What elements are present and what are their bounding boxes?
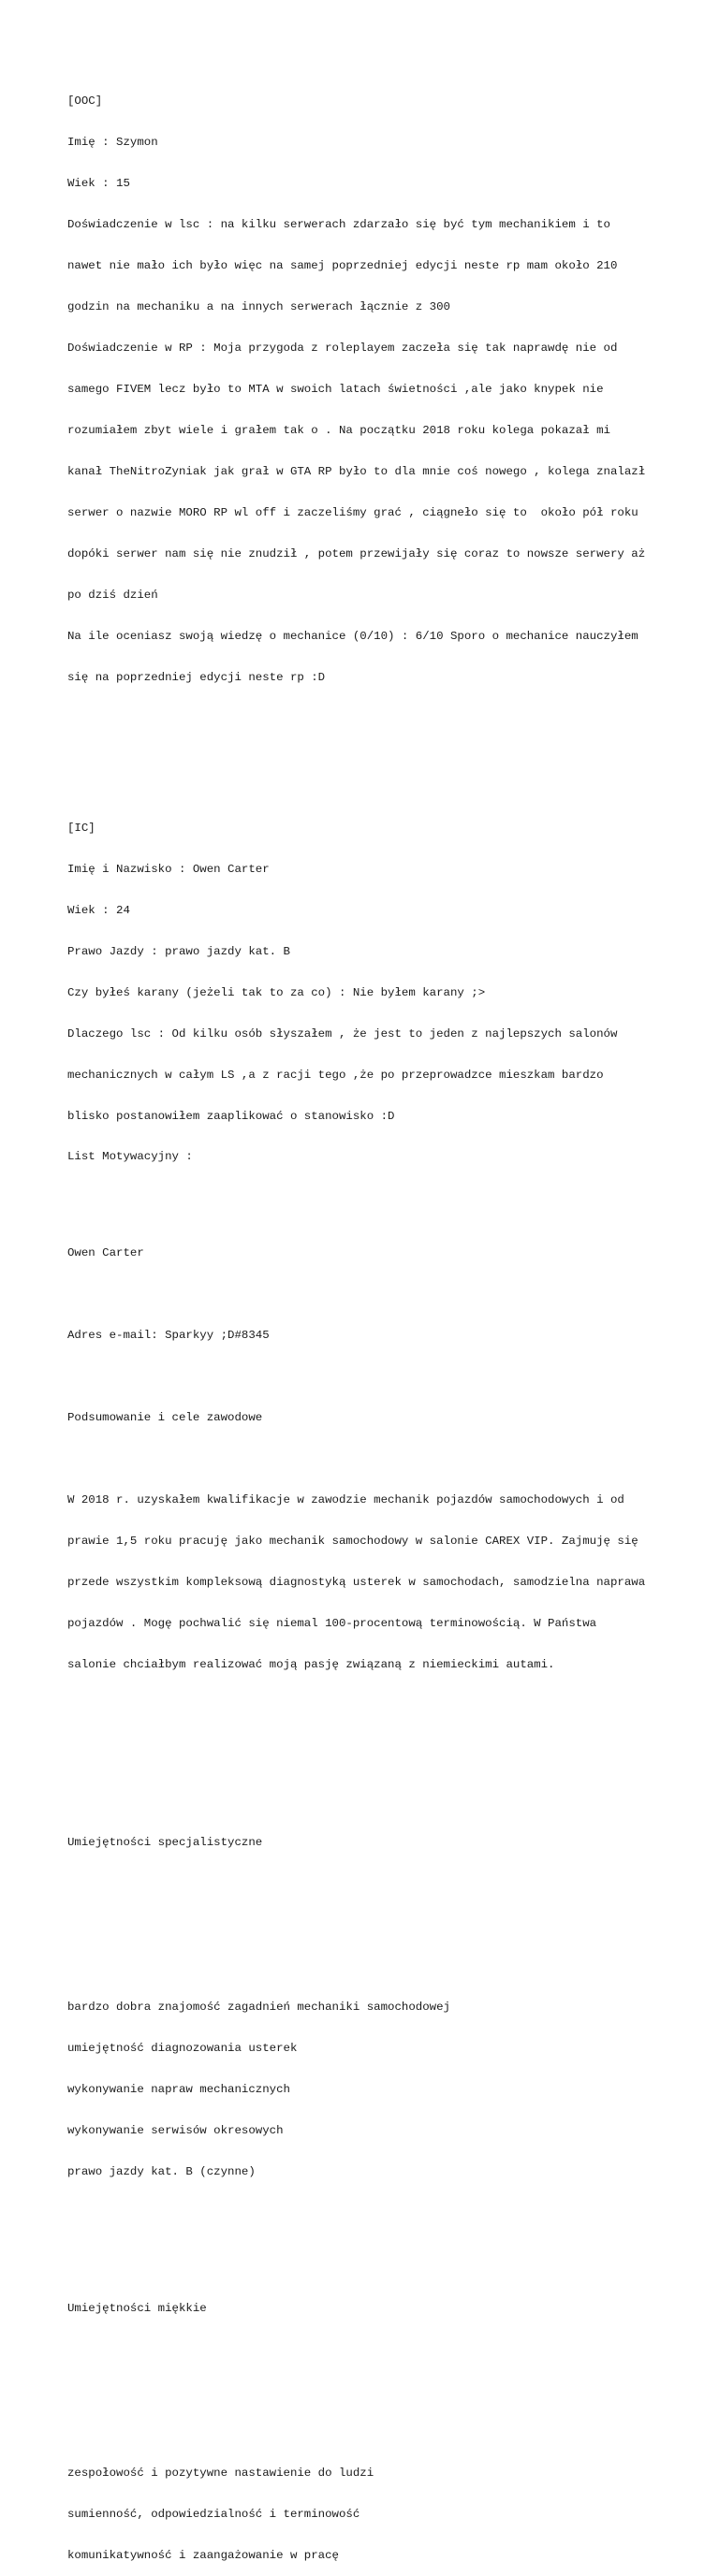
spacer — [67, 2343, 667, 2357]
spacer — [67, 1288, 667, 1302]
spacer — [67, 2384, 667, 2398]
summary-heading: Podsumowanie i cele zawodowe — [67, 1410, 263, 1424]
soft-skill-item: komunikatywność i zaangażowanie w pracę — [67, 2548, 339, 2562]
soft-skill-item: sumienność, odpowiedzialność i terminowość — [67, 2507, 360, 2521]
ic-full-name: Imię i Nazwisko : Owen Carter — [67, 862, 270, 876]
spacer — [67, 1959, 667, 1973]
mechanics-rating-line: się na poprzedniej edycji neste rp :D — [67, 670, 326, 684]
spacer — [67, 2219, 667, 2234]
rp-experience-line: dopóki serwer nam się nie znudził , potem przewijały się coraz to nowsze serwery aż — [67, 546, 646, 560]
soft-skills-heading: Umiejętności miękkie — [67, 2302, 207, 2316]
skill-item: wykonywanie napraw mechanicznych — [67, 2082, 290, 2096]
rp-experience-line: rozumiałem zbyt wiele i grałem tak o . Na początku 2018 roku kolega pokazał mi — [67, 423, 610, 437]
cv-name: Owen Carter — [67, 1246, 144, 1260]
lsc-experience-line: nawet nie mało ich było więc na samej poprzedniej edycji neste rp mam około 210 — [67, 259, 618, 273]
spacer — [67, 1795, 667, 1809]
summary-line: salonie chciałbym realizować moją pasję związaną z niemieckimi autami. — [67, 1657, 555, 1671]
rp-experience-line: Doświadczenie w RP : Moja przygoda z roleplayem zaczeła się tak naprawdę nie od — [67, 342, 618, 356]
ic-convicted: Czy byłeś karany (jeżeli tak to za co) : Nie byłem karany ;> — [67, 985, 486, 999]
summary-line: prawie 1,5 roku pracuję jako mechanik samochodowy w salonie CAREX VIP. Zajmuję się — [67, 1534, 638, 1548]
spacer — [67, 725, 667, 739]
cv-email: Adres e-mail: Sparkyy ;D#8345 — [67, 1328, 270, 1342]
spacer — [67, 2425, 667, 2439]
ic-license: Prawo Jazdy : prawo jazdy kat. B — [67, 944, 290, 958]
why-lsc-line: blisko postanowiłem zaaplikować o stanowisko :D — [67, 1109, 395, 1123]
ooc-name: Imię : Szymon — [67, 136, 158, 150]
summary-line: W 2018 r. uzyskałem kwalifikacje w zawodzie mechanik pojazdów samochodowych i od — [67, 1492, 624, 1506]
spacer — [67, 1712, 667, 1726]
rp-experience-line: serwer o nazwie MORO RP wl off i zaczeliśmy grać , ciągneło się to około pół roku — [67, 505, 638, 519]
lsc-experience-line: godzin na mechaniku a na innych serwerach łącznie z 300 — [67, 300, 450, 314]
mechanics-rating-line: Na ile oceniasz swoją wiedzę o mechanice (0/10) : 6/10 Sporo o mechanice nauczyłem — [67, 629, 638, 643]
summary-line: pojazdów . Mogę pochwalić się niemal 100-procentową terminowością. W Państwa — [67, 1616, 597, 1630]
spacer — [67, 1370, 667, 1384]
skills-heading: Umiejętności specjalistyczne — [67, 1836, 263, 1850]
spacer — [67, 766, 667, 780]
motivation-label: List Motywacyjny : — [67, 1150, 193, 1164]
ic-age: Wiek : 24 — [67, 903, 130, 917]
spacer — [67, 1877, 667, 1891]
rp-experience-line: po dziś dzień — [67, 588, 158, 602]
document-page — [67, 67, 667, 2576]
why-lsc-line: Dlaczego lsc : Od kilku osób słyszałem , że jest to jeden z najlepszych salonów — [67, 1026, 618, 1041]
spacer — [67, 1205, 667, 1219]
spacer — [67, 2261, 667, 2275]
skill-item: bardzo dobra znajomość zagadnień mechaniki samochodowej — [67, 2000, 450, 2014]
spacer — [67, 1918, 667, 1932]
rp-experience-line: kanał TheNitroZyniak jak grał w GTA RP było to dla mnie coś nowego , kolega znalazł — [67, 464, 646, 478]
skill-item: prawo jazdy kat. B (czynne) — [67, 2164, 256, 2178]
soft-skill-item: zespołowość i pozytywne nastawienie do ludzi — [67, 2466, 374, 2480]
ic-header: [IC] — [67, 821, 95, 835]
spacer — [67, 1754, 667, 1768]
rp-experience-line: samego FIVEM lecz było to MTA w swoich latach świetności ,ale jako knypek nie — [67, 382, 604, 396]
skill-item: umiejętność diagnozowania usterek — [67, 2041, 298, 2055]
ooc-header: [OOC] — [67, 95, 103, 109]
skill-item: wykonywanie serwisów okresowych — [67, 2123, 284, 2137]
why-lsc-line: mechanicznych w całym LS ,a z racji tego ,że po przeprowadzce mieszkam bardzo — [67, 1068, 604, 1082]
lsc-experience-line: Doświadczenie w lsc : na kilku serwerach zdarzało się być tym mechanikiem i to — [67, 218, 610, 232]
ooc-age: Wiek : 15 — [67, 177, 130, 191]
summary-line: przede wszystkim kompleksową diagnostyką usterek w samochodach, samodzielna naprawa — [67, 1575, 646, 1589]
spacer — [67, 1452, 667, 1466]
